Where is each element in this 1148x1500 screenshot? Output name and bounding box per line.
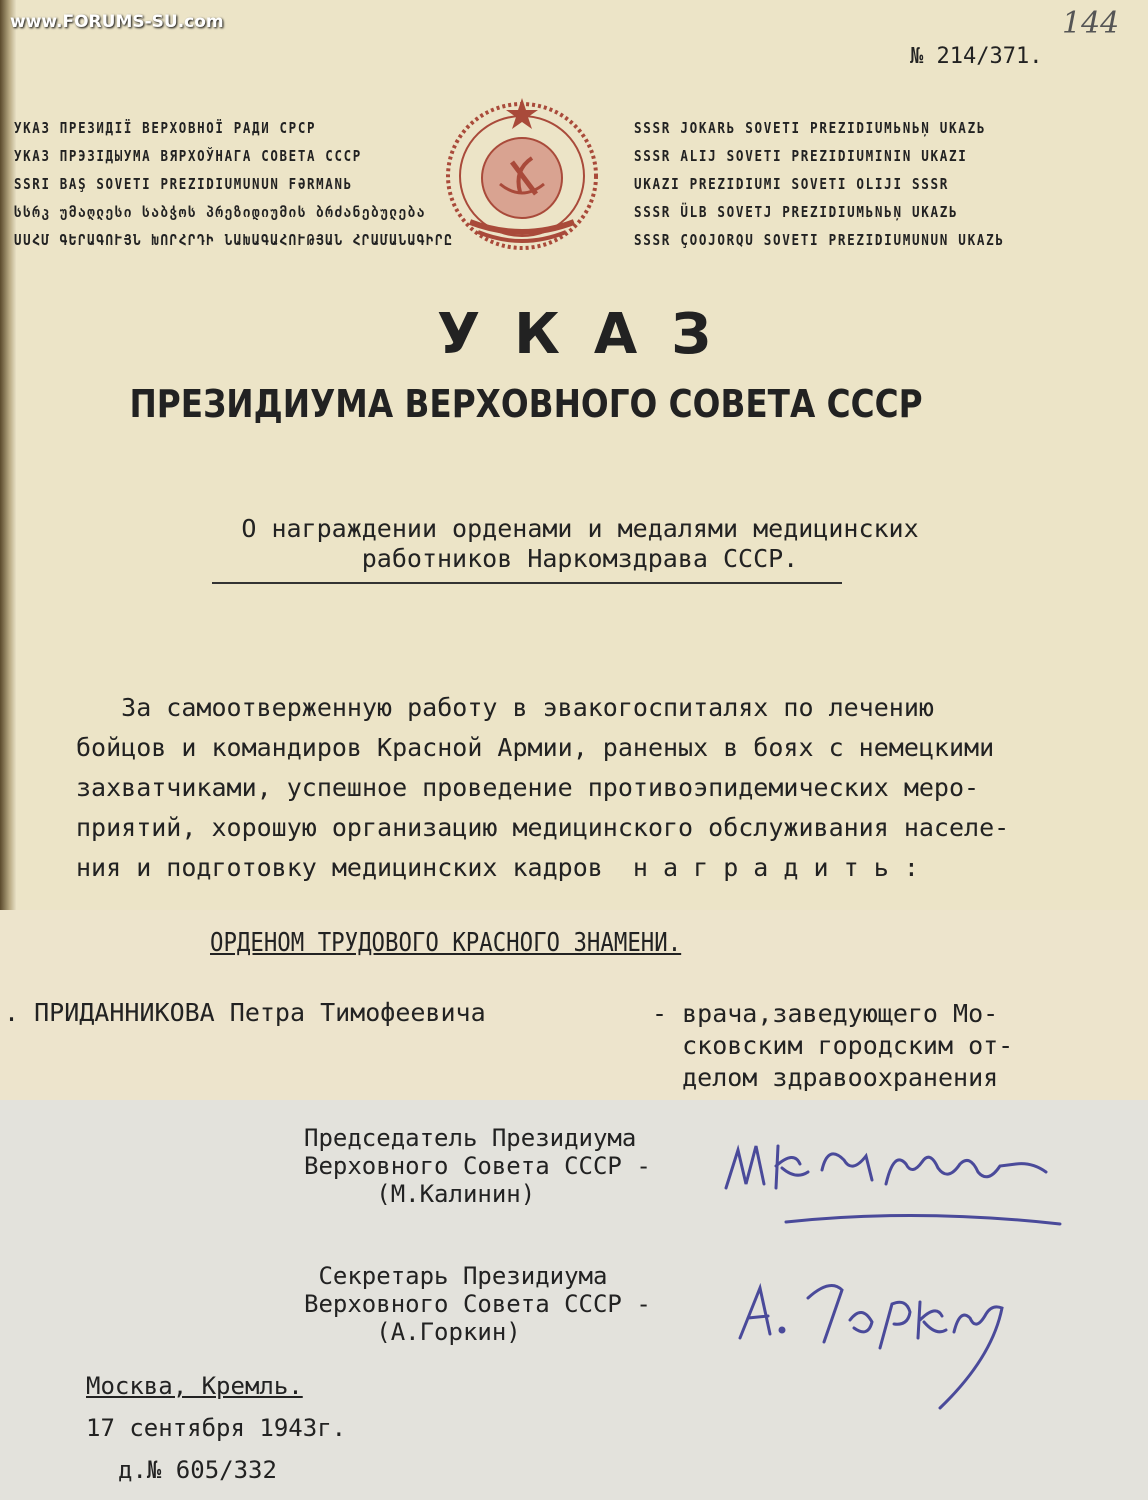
subject-line: О награждении орденами и медалями медицинских bbox=[241, 514, 919, 543]
header-languages-left bbox=[14, 114, 453, 254]
header-line: ՍՍՀՄ ԳԵՐԱԳՈՒՅՆ ԽՈՐՀՐԴԻ ՆԱԽԱԳԱՀՈՒԹՅԱՆ ՀՐԱՄԱՆԱԳԻՐԸ bbox=[14, 231, 454, 249]
header-line: SSSR ÇOOJORQU SOVETI PREZIDIUMUNUN UKAZЬ bbox=[634, 231, 1005, 249]
subject-underline bbox=[212, 582, 842, 584]
chairman-signature-block: Председатель Президиума Верховного Совета СССР - (М.Калинин) bbox=[304, 1124, 651, 1208]
subject-line: работников Наркомздрава СССР. bbox=[361, 544, 799, 573]
site-watermark: www.FORUMS-SU.com bbox=[10, 12, 224, 32]
decree-body: За самоотверженную работу в эвакогоспиталях по лечению бойцов и командиров Красной Армии, раненых в боях с немецкими захватчиками, успешное проведение противоэпидемических меро- приятий, хорошую организацию медицинского обслуживания населе- ния и подготовку медицинских кадров н а г р а д и т ь : bbox=[76, 693, 1010, 882]
header-line: SSSR ÜLB SOVETJ PREZIDIUMЬNЬŅ UKAZЬ bbox=[634, 203, 959, 221]
archive-page-number: 144 bbox=[1062, 6, 1120, 41]
header-line: სსრკ უმაღლესი საბჭოს პრეზიდიუმის ბრძანებულება bbox=[14, 203, 427, 221]
header-line: SSSR JOKARЬ SOVETI PREZIDIUMЬNЬŅ UKAZЬ bbox=[634, 119, 987, 137]
order-heading: ОРДЕНОМ ТРУДОВОГО КРАСНОГО ЗНАМЕНИ. bbox=[210, 928, 682, 958]
document-title: УКАЗ bbox=[436, 302, 746, 367]
header-line: УКАЗ ПРЭЗІДЫУМА ВЯРХОЎНАГА СОВЕТА СССР bbox=[14, 147, 362, 165]
signing-date: 17 сентября 1943г. bbox=[86, 1414, 347, 1442]
document-subject bbox=[180, 514, 980, 574]
secretary-signature-block: Секретарь Президиума Верховного Совета СССР - (А.Горкин) bbox=[304, 1262, 651, 1346]
document-number: № 214/371. bbox=[910, 44, 1043, 69]
header-line: SSRI BAŞ SOVETI PREZIDIUMUNUN FƏRMANЬ bbox=[14, 175, 353, 193]
signing-place: Москва, Кремль. bbox=[86, 1372, 303, 1400]
header-languages-right bbox=[634, 114, 1005, 254]
document-subtitle: ПРЕЗИДИУМА ВЕРХОВНОГО СОВЕТА СССР bbox=[129, 382, 923, 426]
kalinin-signature-icon bbox=[716, 1110, 1076, 1240]
awardee-name: . ПРИДАННИКОВА Петра Тимофеевича bbox=[4, 998, 486, 1027]
header-line: UKAZI PREZIDIUMI SOVETI OLIJI SSSR bbox=[634, 175, 950, 193]
gorkin-signature-icon bbox=[730, 1268, 1020, 1418]
header-line: УКАЗ ПРЕЗИДІЇ ВЕРХОВНОЇ РАДИ СРСР bbox=[14, 119, 317, 137]
header-line: SSSR ALIJ SOVETI PREZIDIUMININ UKAZI bbox=[634, 147, 968, 165]
case-number: д.№ 605/332 bbox=[118, 1456, 277, 1484]
awardee-role: - врача,заведующего Мо- сковским городским от- делом здравоохранения bbox=[652, 999, 1014, 1092]
ussr-emblem-icon bbox=[440, 92, 604, 256]
